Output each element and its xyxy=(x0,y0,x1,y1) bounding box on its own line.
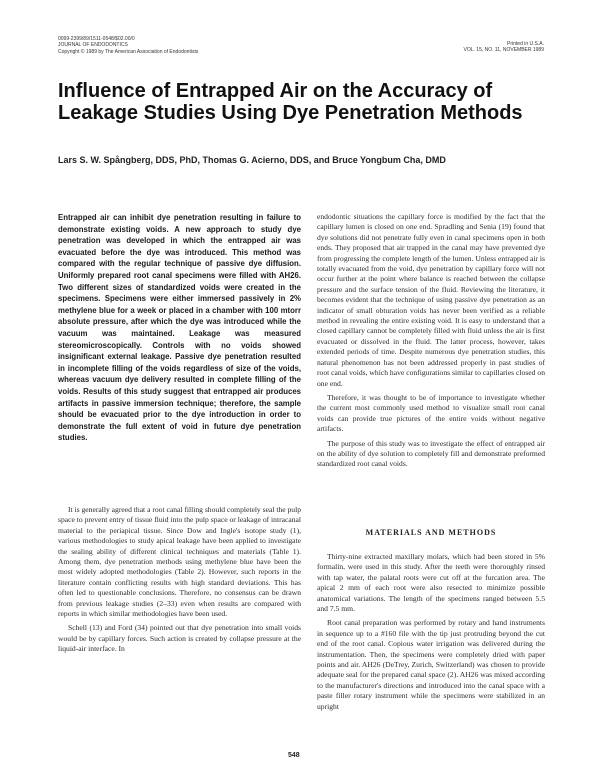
journal-header-left xyxy=(58,36,198,55)
abstract: Entrapped air can inhibit dye penetration resulting in failure to demonstrate existing voids. A new approach to study dye penetration was developed in which the entrapped air was evacuated before the dye was introduced. This method was compared with the regular technique of passive dye diffusion. Uniformly prepared root canal specimens were filled with AH26. Two different sizes of standardized voids were created in the specimens. Specimens were either immersed passively in 2% methylene blue for a week or placed in a chamber with 100 mtorr absolute pressure, after which the dye was introduced while the vacuum was maintained. Leakage was measured stereomicroscopically. Controls with no voids showed insignificant external leakage. Passive dye penetration resulted in incomplete filling of the voids regardless of size of the voids, whereas vacuum dye delivery resulted in complete filling of the voids. Results of this study suggest that entrapped air produces artifacts in passive immersion technique; therefore, the sample should be evacuated prior to the dye introduction in order to demonstrate the full extent of void in future dye penetration studies. xyxy=(58,213,301,443)
journal-header-right xyxy=(464,41,545,54)
intro-continuation-column xyxy=(317,212,545,470)
section-heading-materials-methods: MATERIALS AND METHODS xyxy=(365,528,497,537)
author-list: Lars S. W. Spångberg, DDS, PhD, Thomas G. Acierno, DDS, and Bruce Yongbum Cha, DMD xyxy=(58,155,446,165)
journal-name: JOURNAL OF ENDODONTICS xyxy=(58,42,128,49)
issn-line: 0099-2399/89/1511-0548/$02.00/0 xyxy=(58,36,135,42)
paragraph: Therefore, it was thought to be of importance to investigate whether the current most commonly used method to visualize small root canal voids can provide true pictures of the entire voids without negative artifacts. xyxy=(317,392,545,434)
paragraph: Root canal preparation was performed by rotary and hand instruments in sequence up to a #160 file with the tip just protruding beyond the cut end of the root canal. Copious water irrigation was delivered during the instrumentation. Then, the specimens were completely dried with paper points and air. AH26 (DeTrey, Zurich, Switzerland) was chosen to provide adequate seal for the prepared canal space (2). AH26 was mixed according to the manufacturer's directions and introduced into the canal space with a paste filler rotary instrument while the specimens were stabilized in an upright xyxy=(317,618,545,711)
article-title: Influence of Entrapped Air on the Accuracy of Leakage Studies Using Dye Penetration Methods xyxy=(58,80,523,124)
paragraph: Thirty-nine extracted maxillary molars, which had been stored in 5% formalin, were used in this study. After the teeth were thoroughly rinsed with tap water, the palatal roots were cut off at the furcation area. The apical 2 mm of each root were also resected to minimize possible anatomical variations. The length of the specimens ranged between 5.5 and 7.5 mm. xyxy=(317,552,545,614)
paragraph: It is generally agreed that a root canal filling should completely seal the pulp space to prevent entry of tissue fluid into the pulp space or leakage of intracanal material to the periapical tissue. Since Dow and Ingle's isotope study (1), various methodologies to study apical leakage have been applied to investigate the sealing ability of different clinical techniques and materials (Table 1). Among them, dye penetration methods using methylene blue have been the most widely adopted methodologies (Table 2). However, such reports in the literature contain conflicting results with high standard deviations. This has often led to questionable conclusions. Therefore, no consensus can be drawn from previous leakage studies (2–33) even when results are compared with reports in which similar methodologies have been used. xyxy=(58,505,302,619)
introduction-column xyxy=(58,505,301,655)
printed-line: Printed in U.S.A. xyxy=(507,41,544,47)
copyright-line: Copyright © 1989 by The American Association of Endodontists xyxy=(58,48,199,55)
paragraph: Schell (13) and Ford (34) pointed out that dye penetration into small voids would be by capillary forces. Such action is created by collapse pressure at the liquid-air interface. In xyxy=(58,623,301,654)
paragraph: The purpose of this study was to investigate the effect of entrapped air on the ability of dye solution to completely fill and demonstrate preformed standardized root canal voids. xyxy=(317,438,545,469)
volume-line: VOL. 15, NO. 11, NOVEMBER 1989 xyxy=(463,47,544,54)
paragraph: endodontic situations the capillary force is modified by the fact that the capillary lumen is closed on one end. Spradling and Senia (19) found that dye solutions did not penetrate fully even in canal specimens open in both ends. They proposed that air trapped in the canal may have prevented dye from progressing the complete length of the lumen. Unless entrapped air is totally evacuated from the void, dye penetration by capillary force will not occur further at the point where balance is reached between the collapse pressure and the surface tension of the fluid. Reviewing the literature, it becomes evident that the technique of using passive dye penetration as an indicator of small obturation voids has never been verified as a reliable method in revealing the entire existing void. It is easy to understand that a closed capillary cannot be completely filled with fluid unless the air is first evacuated or dissolved in the fluid. The latter process, however, takes extended periods of time. Despite numerous dye penetration studies, this natural phenomenon has not been addressed properly in past studies of root canal voids, which have configurations similar to capillaries closed on one end. xyxy=(317,212,545,388)
methods-column xyxy=(317,552,545,712)
page-number: 548 xyxy=(288,752,300,759)
